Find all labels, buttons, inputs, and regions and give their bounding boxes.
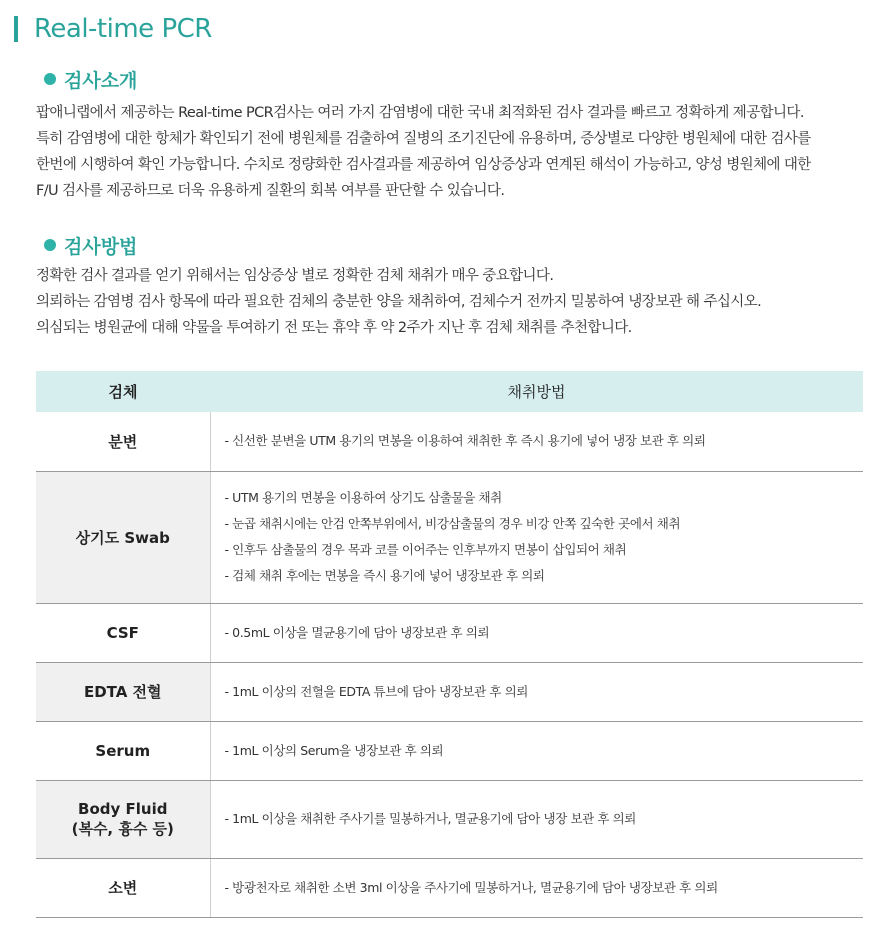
specimen-table — [36, 371, 863, 918]
specimen-cell: CSF — [36, 603, 210, 662]
method-heading: 검사방법 — [64, 235, 138, 258]
method-cell: - 신선한 분변을 UTM 용기의 면봉을 이용하여 채취한 후 즉시 용기에 넣어 냉장 보관 후 의뢰 — [210, 412, 863, 471]
method-line: 의심되는 병원균에 대해 약물을 투여하기 전 또는 휴약 후 약 2주가 지난 후 검체 채취를 추천합니다. — [36, 320, 632, 336]
specimen-cell: Serum — [36, 721, 210, 780]
specimen-cell: 소변 — [36, 858, 210, 917]
specimen-cell: EDTA 전혈 — [36, 662, 210, 721]
method-cell: - UTM 용기의 면봉을 이용하여 상기도 삼출물을 채취 - 눈곱 채취시에는 안검 안쪽부위에서, 비강삼출물의 경우 비강 안쪽 깊숙한 곳에서 채취 - 인후두 삼출물의 경우 목과 코를 이어주는 인후부까지 면봉이 삽입되어 채취 - 검체 채취 후에는 면봉을 즉시 용기에 넣어 냉장보관 후 의뢰 — [210, 471, 863, 603]
specimen-cell: 분변 — [36, 412, 210, 471]
header-method: 채취방법 — [210, 371, 863, 412]
intro-line: F/U 검사를 제공하므로 더욱 유용하게 질환의 회복 여부를 판단할 수 있습니다. — [36, 183, 505, 199]
header-specimen: 검체 — [36, 371, 210, 412]
intro-line: 팝애니랩에서 제공하는 Real-time PCR검사는 여러 가지 감염병에 대한 국내 최적화된 검사 결과를 빠르고 정확하게 제공합니다. — [36, 105, 804, 121]
table-row — [36, 858, 863, 917]
method-cell: - 0.5mL 이상을 멸균용기에 담아 냉장보관 후 의뢰 — [210, 603, 863, 662]
method-line: 정확한 검사 결과를 얻기 위해서는 임상증상 별로 정확한 검체 채취가 매우 중요합니다. — [36, 268, 554, 284]
title-accent-bar — [14, 16, 18, 42]
table-row — [36, 412, 863, 471]
intro-line: 한번에 시행하여 확인 가능합니다. 수치로 정량화한 검사결과를 제공하여 임상증상과 연계된 해석이 가능하고, 양성 병원체에 대한 — [36, 157, 811, 173]
table-row — [36, 471, 863, 603]
method-cell: - 1mL 이상의 Serum을 냉장보관 후 의뢰 — [210, 721, 863, 780]
bullet-dot-icon — [44, 73, 56, 85]
page-title-text: Real-time PCR — [34, 14, 212, 44]
intro-line: 특히 감염병에 대한 항체가 확인되기 전에 병원체를 검출하여 질병의 조기진단에 유용하며, 증상별로 다양한 병원체에 대한 검사를 — [36, 131, 811, 147]
bullet-dot-icon — [44, 239, 56, 251]
method-cell: - 방광천자로 채취한 소변 3ml 이상을 주사기에 밀봉하거나, 멸균용기에 담아 냉장보관 후 의뢰 — [210, 858, 863, 917]
specimen-cell: Body Fluid (복수, 흉수 등) — [36, 780, 210, 858]
intro-paragraph — [36, 100, 876, 204]
method-cell: - 1mL 이상의 전혈을 EDTA 튜브에 담아 냉장보관 후 의뢰 — [210, 662, 863, 721]
intro-section — [44, 66, 137, 92]
table-header-row — [36, 371, 863, 412]
method-paragraph — [36, 263, 876, 341]
intro-heading: 검사소개 — [64, 69, 138, 92]
specimen-cell: 상기도 Swab — [36, 471, 210, 603]
table-row — [36, 662, 863, 721]
page-title — [14, 12, 212, 46]
table-row — [36, 721, 863, 780]
table-row — [36, 603, 863, 662]
table-row — [36, 780, 863, 858]
method-section — [44, 232, 137, 258]
method-line: 의뢰하는 감염병 검사 항목에 따라 필요한 검체의 충분한 양을 채취하여, 검체수거 전까지 밀봉하여 냉장보관 해 주십시오. — [36, 294, 762, 310]
method-cell: - 1mL 이상을 채취한 주사기를 밀봉하거나, 멸균용기에 담아 냉장 보관 후 의뢰 — [210, 780, 863, 858]
